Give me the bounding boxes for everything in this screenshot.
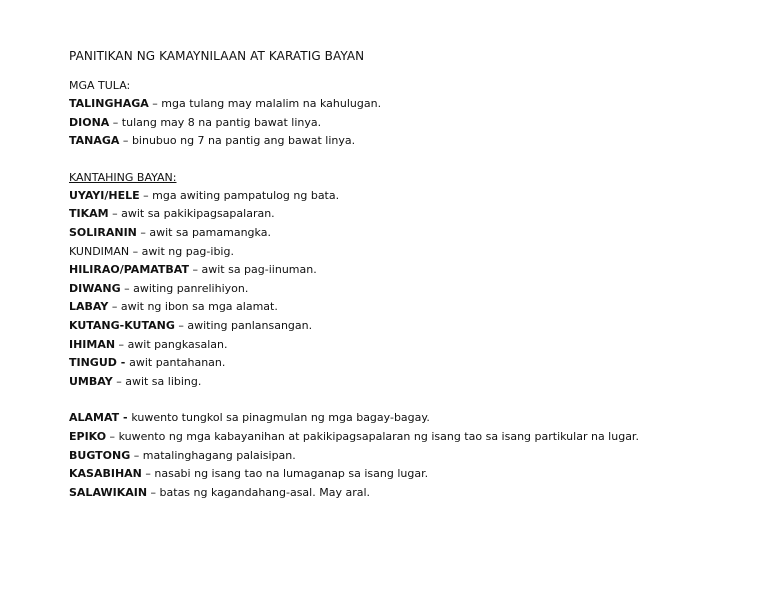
entry-separator: –: [174, 318, 188, 332]
entry-term: HILIRAO/PAMATBAT: [69, 263, 189, 277]
entry-definition: awit pangkasalan.: [127, 337, 228, 351]
entry-kundiman: [69, 243, 749, 262]
entry-tingud: [69, 354, 749, 373]
entry-definition: batas ng kagandahang-asal. May aral.: [159, 485, 371, 499]
entry-definition: awit ng ibon sa mga alamat.: [120, 300, 278, 314]
entry-definition: awit sa pag-iinuman.: [201, 263, 317, 277]
entry-separator: –: [139, 188, 153, 202]
entry-definition: awiting panrelihiyon.: [133, 281, 249, 295]
entry-ihiman: [69, 336, 749, 355]
section-mga-tula: [69, 77, 749, 151]
entry-definition: mga tulang may malalim na kahulugan.: [161, 97, 382, 110]
entry-separator: -: [116, 356, 130, 370]
entry-term: TIKAM: [69, 207, 109, 221]
entry-definition: kuwento ng mga kabayanihan at pakikipagsapalaran ng isang tao sa isang partikular na lugar.: [118, 429, 639, 443]
entry-diona: [69, 114, 749, 133]
document-title: PANITIKAN NG KAMAYNILAAN AT KARATIG BAYAN: [69, 49, 365, 63]
section-heading-label: KANTAHING BAYAN:: [69, 170, 177, 184]
entry-term: LABAY: [69, 300, 109, 314]
entry-separator: –: [119, 134, 132, 148]
entry-definition: tulang may 8 na pantig bawat linya.: [121, 115, 322, 129]
entry-separator: –: [141, 467, 155, 481]
section-heading-kantahing-bayan: [69, 169, 749, 187]
entry-term: TANAGA: [69, 134, 120, 148]
entry-tanaga: [69, 132, 749, 151]
entry-separator: –: [188, 263, 202, 277]
entry-bugtong: [69, 447, 749, 466]
entry-separator: –: [129, 244, 142, 258]
entry-separator: –: [115, 337, 128, 351]
section-heading-mga-tula: MGA TULA:: [69, 79, 131, 92]
entry-talinghaga: [69, 95, 749, 114]
entry-separator: –: [108, 207, 122, 221]
entry-term: UMBAY: [69, 374, 113, 388]
entry-term: KASABIHAN: [69, 467, 142, 481]
entry-umbay: [69, 373, 749, 392]
entry-definition: kuwento tungkol sa pinagmulan ng mga bagay-bagay.: [131, 411, 430, 425]
entry-definition: awit sa pakikipagsapalaran.: [121, 207, 275, 221]
entry-term: EPIKO: [69, 429, 107, 443]
entry-separator: –: [120, 281, 134, 295]
entry-epiko: [69, 428, 749, 447]
entry-soliranin: [69, 224, 749, 243]
entry-separator: –: [147, 485, 160, 499]
document-body: [69, 47, 749, 502]
entry-labay: [69, 298, 749, 317]
entry-definition: nasabi ng isang tao na lumaganap sa isang lugar.: [154, 467, 429, 481]
entry-definition: matalinghagang palaisipan.: [142, 448, 296, 462]
entry-alamat: [69, 409, 749, 428]
entry-term: TINGUD: [69, 356, 117, 370]
section-kantahing-bayan: [69, 169, 749, 392]
entry-salawikain: [69, 484, 749, 503]
entry-definition: awit ng pag-ibig.: [141, 244, 234, 258]
entry-term: KUNDIMAN: [69, 244, 130, 258]
entry-tikam: [69, 205, 749, 224]
section-spacer: [69, 391, 749, 409]
entry-uyayi-hele: [69, 187, 749, 206]
entry-term: IHIMAN: [69, 337, 116, 351]
entry-kutang-kutang: [69, 317, 749, 336]
entry-separator: –: [109, 115, 122, 129]
entry-term: TALINGHAGA: [69, 97, 149, 110]
entry-term: BUGTONG: [69, 448, 131, 462]
entry-definition: awit sa pamamangka.: [149, 225, 271, 239]
entry-hilirao-pamatbat: [69, 261, 749, 280]
entry-separator: –: [148, 97, 162, 110]
entry-separator: –: [106, 429, 119, 443]
entry-separator: –: [108, 300, 121, 314]
entry-separator: –: [130, 448, 143, 462]
entry-separator: -: [119, 411, 132, 425]
section-iba-pa: [69, 409, 749, 502]
entry-separator: –: [112, 374, 126, 388]
entry-term: KUTANG-KUTANG: [69, 318, 175, 332]
entry-kasabihan: [69, 465, 749, 484]
entry-definition: awit sa libing.: [125, 374, 202, 388]
entry-definition: awit pantahanan.: [129, 356, 226, 370]
entry-diwang: [69, 280, 749, 299]
entry-separator: –: [136, 225, 150, 239]
entry-definition: mga awiting pampatulog ng bata.: [152, 188, 340, 202]
entry-definition: awiting panlansangan.: [187, 318, 313, 332]
section-spacer: [69, 151, 749, 169]
entry-term: DIWANG: [69, 281, 121, 295]
entry-term: UYAYI/HELE: [69, 188, 140, 202]
entry-term: ALAMAT: [69, 411, 120, 425]
entry-term: SALAWIKAIN: [69, 485, 148, 499]
entry-term: DIONA: [69, 115, 110, 129]
entry-term: SOLIRANIN: [69, 225, 137, 239]
entry-definition: binubuo ng 7 na pantig ang bawat linya.: [131, 134, 356, 148]
